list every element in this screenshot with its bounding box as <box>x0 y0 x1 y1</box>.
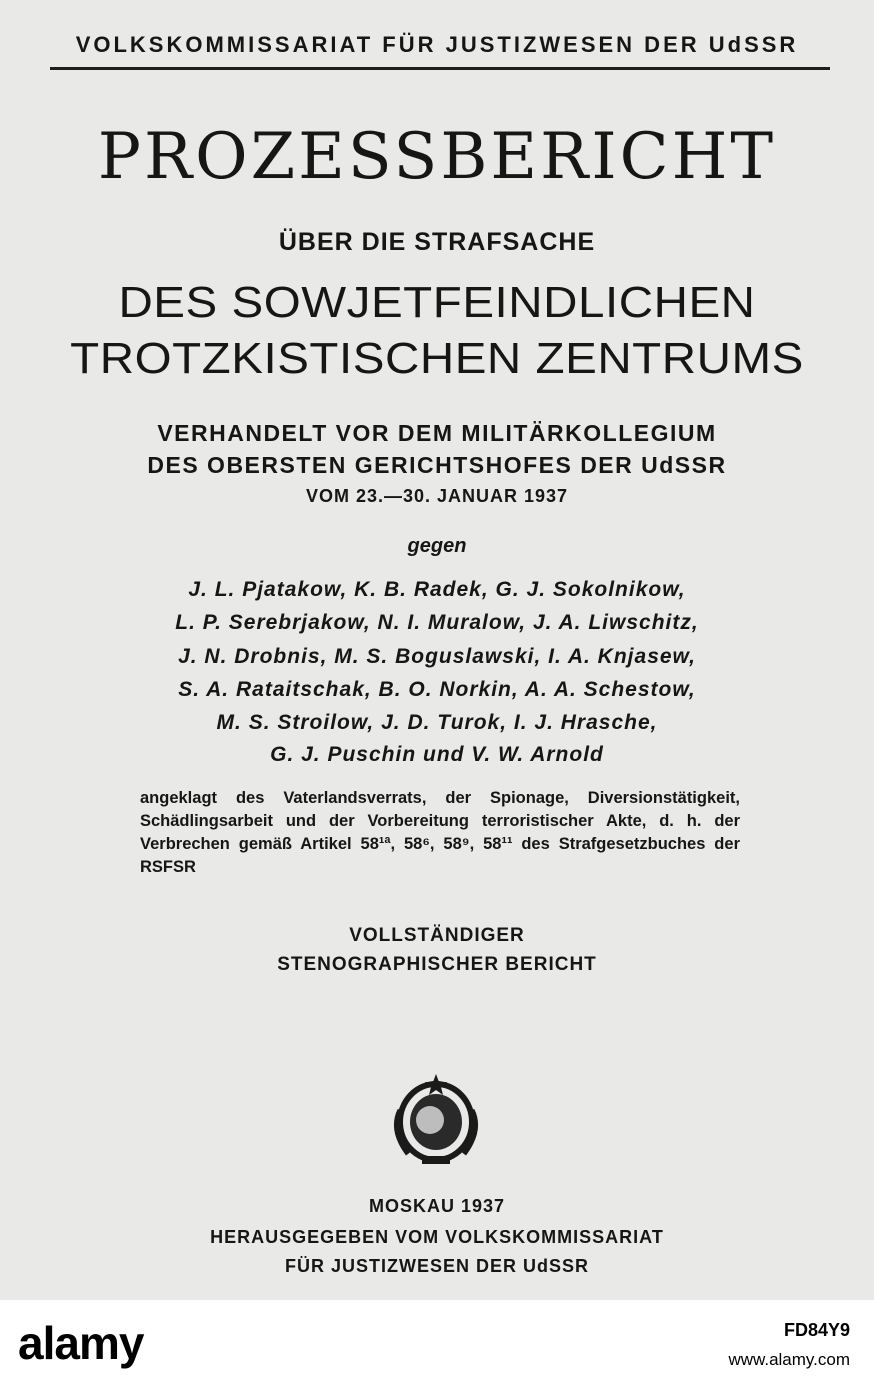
heading-line-1: DES SOWJETFEINDLICHEN <box>118 278 756 327</box>
gegen-label: gegen <box>407 535 467 557</box>
watermark-url: www.alamy.com <box>728 1350 850 1369</box>
document-subtitle: ÜBER DIE STRAFSACHE <box>278 228 596 256</box>
court-line-1: VERHANDELT VOR DEM MILITÄRKOLLEGIUM <box>157 420 717 446</box>
header-rule <box>50 67 830 70</box>
publication-line-3: FÜR JUSTIZWESEN DER UdSSR <box>284 1256 590 1276</box>
defendants-line: G. J. Puschin und V. W. Arnold <box>270 743 604 766</box>
defendants-line: M. S. Stroilow, J. D. Turok, I. J. Hrasche, <box>216 711 658 734</box>
soviet-emblem-icon <box>378 1070 494 1170</box>
publication-city-year: MOSKAU 1937 <box>368 1196 506 1216</box>
charges-paragraph: angeklagt des Vaterlandsverrats, der Spionage, Diversionstätigkeit, Schädlingsarbeit und der Vorbereitung terroristischer Akte, d. h. der Verbrechen gemäß Artikel 58¹ª, 58⁶, 58⁹, 58¹¹ des Strafgesetzbuches der RSFSR <box>140 789 740 876</box>
defendants-line: S. A. Rataitschak, B. O. Norkin, A. A. Schestow, <box>178 678 696 701</box>
defendants-line: J. L. Pjatakow, K. B. Radek, G. J. Sokolnikow, <box>188 578 686 601</box>
defendants-line: J. N. Drobnis, M. S. Boguslawski, I. A. Knjasew, <box>178 645 696 668</box>
publication-line-2: HERAUSGEGEBEN VOM VOLKSKOMMISSARIAT <box>210 1227 664 1247</box>
alamy-logo: alamy <box>18 1317 144 1369</box>
report-line-1: VOLLSTÄNDIGER <box>349 925 525 946</box>
defendants-line: L. P. Serebrjakow, N. I. Muralow, J. A. Liwschitz, <box>175 611 699 634</box>
trial-date: VOM 23.—30. JANUAR 1937 <box>305 486 569 506</box>
watermark-bar <box>0 1300 874 1390</box>
report-line-2: STENOGRAPHISCHER BERICHT <box>277 954 597 975</box>
court-line-2: DES OBERSTEN GERICHTSHOFES DER UdSSR <box>147 452 727 478</box>
image-id: FD84Y9 <box>783 1320 850 1340</box>
document-title: PROZESSBERICHT <box>97 120 777 194</box>
heading-line-2: TROTZKISTISCHEN ZENTRUMS <box>70 334 804 383</box>
publisher-header: VOLKSKOMMISSARIAT FÜR JUSTIZWESEN DER UdSSR <box>75 32 799 57</box>
